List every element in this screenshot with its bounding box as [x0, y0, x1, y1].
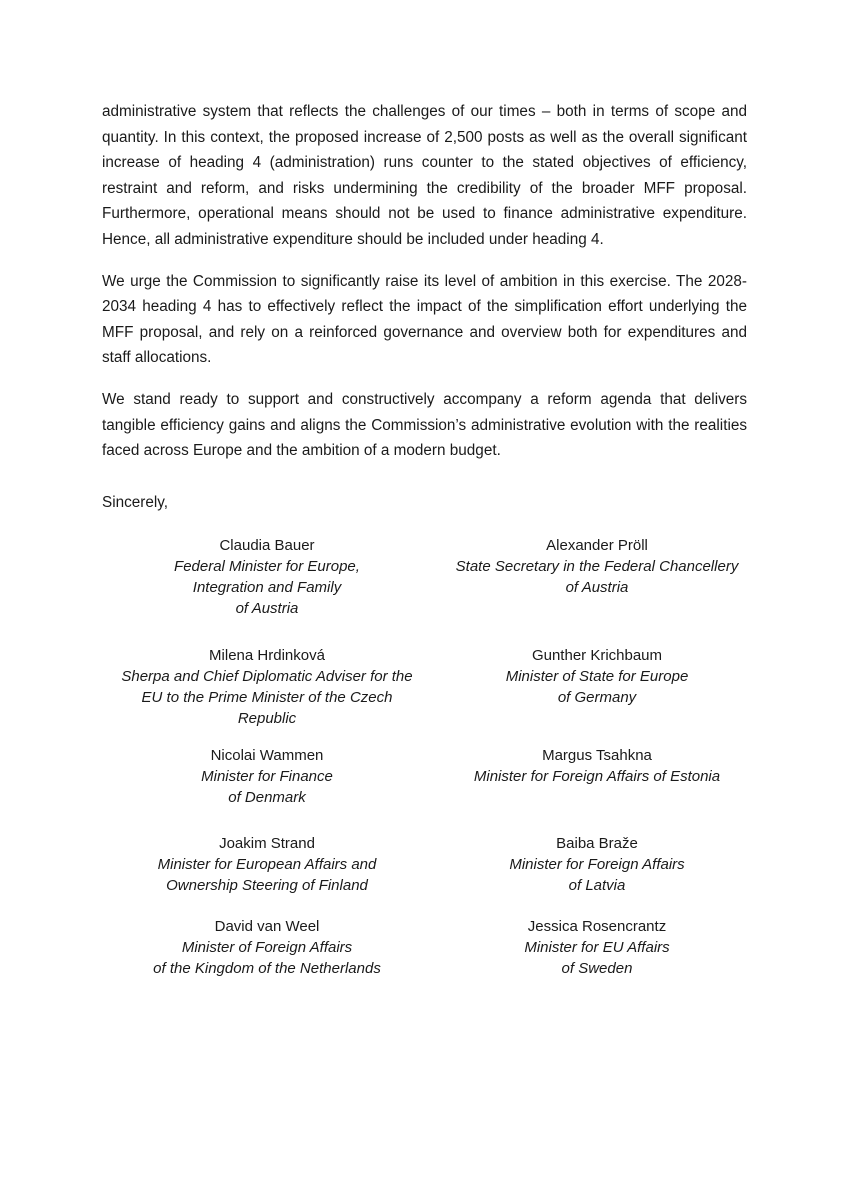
signatory-gunther-krichbaum: [432, 645, 762, 745]
signatory-alexander-proell: [432, 535, 762, 645]
signatory-joakim-strand: [102, 833, 432, 916]
signatory-title-line: of the Kingdom of the Netherlands: [153, 960, 381, 977]
signatory-title-line: of Austria: [235, 600, 299, 617]
signatory-title-line: Minister for EU Affairs: [524, 939, 670, 956]
signatory-name: Jessica Rosencrantz: [527, 918, 667, 935]
signatory-name: Alexander Pröll: [546, 537, 648, 554]
signatory-name: Claudia Bauer: [219, 537, 315, 554]
signatory-name: Joakim Strand: [219, 835, 315, 852]
closing-salutation: Sincerely,: [102, 494, 169, 511]
signatory-row: [102, 833, 762, 916]
signatory-title-line: Minister of State for Europe: [505, 668, 689, 685]
signatory-title-line: of Latvia: [568, 877, 626, 894]
signatory-jessica-rosencrantz: [432, 916, 762, 986]
signatory-title-line: Minister for Foreign Affairs of Estonia: [473, 768, 721, 785]
signatory-title-line: Minister for European Affairs and: [157, 856, 377, 873]
letter-body: [102, 99, 747, 464]
signatory-milena-hrdinkova: [102, 645, 432, 745]
signatory-name: Nicolai Wammen: [210, 747, 324, 764]
signatory-title-line: of Germany: [557, 689, 637, 706]
signatory-title-line: of Denmark: [228, 789, 306, 806]
paragraph-1: administrative system that reflects the challenges of our times – both in terms of scope and quantity. In this context, the proposed increase of 2,500 posts as well as the overall significant increase of heading 4 (administration) runs counter to the stated objectives of efficiency, restraint and reform, and risks undermining the credibility of the broader MFF proposal. Furthermore, operational means should not be used to finance administrative expenditure. Hence, all administrative expenditure should be included under heading 4.: [102, 103, 747, 248]
signatory-david-van-weel: [102, 916, 432, 986]
signatory-title-line: Minister for Finance: [201, 768, 333, 785]
signatory-title-line: of Sweden: [561, 960, 633, 977]
signatory-name: Gunther Krichbaum: [531, 647, 663, 664]
signatories: [102, 535, 762, 986]
paragraph-3: We stand ready to support and constructively accompany a reform agenda that delivers tangible efficiency gains and aligns the Commission’s administrative evolution with the realities faced across Europe and the ambition of a modern budget.: [102, 390, 747, 460]
signatory-name: Baiba Braže: [556, 835, 638, 852]
signatory-baiba-braze: [432, 833, 762, 916]
signatory-title-line: of Austria: [565, 579, 629, 596]
signatory-name: David van Weel: [214, 918, 320, 935]
signatory-title-line: Sherpa and Chief Diplomatic Adviser for the: [121, 668, 413, 685]
paragraph-2: We urge the Commission to significantly raise its level of ambition in this exercise. The 2028-2034 heading 4 has to effectively reflect the impact of the simplification effort underlying the MFF proposal, and rely on a reinforced governance and overview both for expenditures and staff allocations.: [102, 272, 747, 367]
signatory-nicolai-wammen: [102, 745, 432, 833]
signatory-title-line: Republic: [237, 710, 297, 727]
signatory-margus-tsahkna: [432, 745, 762, 833]
signatory-name: Margus Tsahkna: [542, 747, 652, 764]
signatory-title-line: State Secretary in the Federal Chancellery: [455, 558, 739, 575]
signatory-title-line: Minister of Foreign Affairs: [181, 939, 353, 956]
signatory-title-line: Minister for Foreign Affairs: [509, 856, 685, 873]
signatory-title-line: Federal Minister for Europe,: [174, 558, 360, 575]
signatory-claudia-bauer: [102, 535, 432, 645]
signatory-row: [102, 645, 762, 745]
signatory-title-line: Ownership Steering of Finland: [166, 877, 368, 894]
signatory-row: [102, 745, 762, 833]
signatory-row: [102, 535, 762, 645]
signatory-row: [102, 916, 762, 986]
signatory-title-line: Integration and Family: [192, 579, 342, 596]
signatory-name: Milena Hrdinková: [209, 647, 325, 664]
signatory-title-line: EU to the Prime Minister of the Czech: [141, 689, 393, 706]
